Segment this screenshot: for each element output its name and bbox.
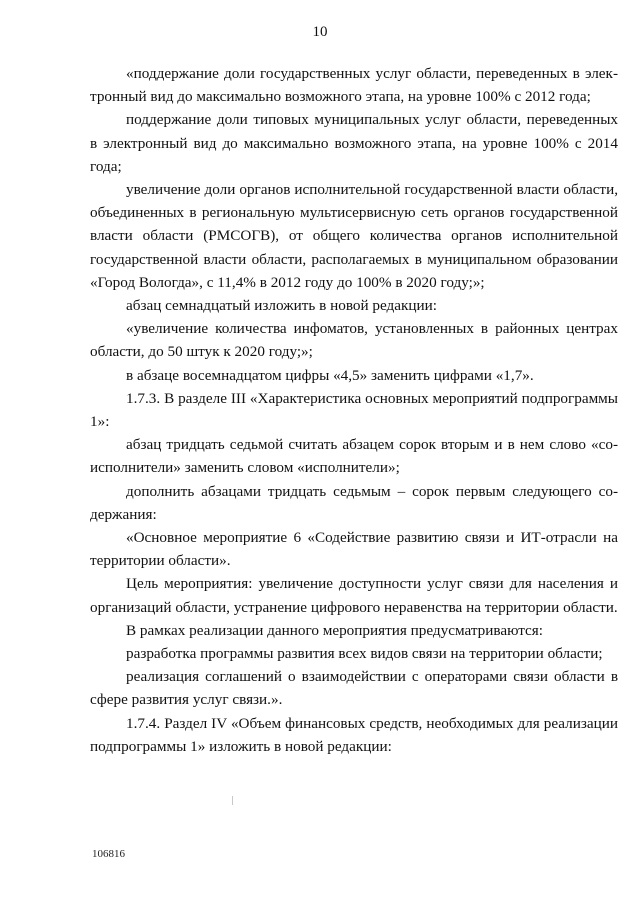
paragraph: 1.7.4. Раздел IV «Объем финансовых средств, необходимых для реализации подпрограммы 1» изложить в новой редакции: bbox=[90, 714, 618, 755]
paragraph: «увеличение количества инфоматов, установленных в районных центрах области, до 50 штук к 2020 году;»; bbox=[90, 320, 618, 361]
paragraph: абзац семнадцатый изложить в новой редакции: bbox=[126, 297, 438, 315]
paragraph: Цель мероприятия: увеличение доступности услуг связи для населения и организаций области, устранение цифрового неравенства на территории области. bbox=[90, 575, 618, 616]
paragraph: в абзаце восемнадцатом цифры «4,5» заменить цифрами «1,7». bbox=[126, 366, 534, 384]
paragraph: «Основное мероприятие 6 «Содействие развитию связи и ИТ-отрасли на территории области». bbox=[90, 529, 618, 570]
paragraph: реализация соглашений о взаимодействии с операторами связи области в сфере развития услуг связи.». bbox=[90, 668, 618, 709]
paragraph: абзац тридцать седьмой считать абзацем сорок вторым и в нем слово «соисполнители» заменить словом «исполнители»; bbox=[90, 436, 618, 477]
paragraph: разработка программы развития всех видов связи на территории области; bbox=[126, 645, 603, 663]
paragraph: «поддержание доли государственных услуг области, переведенных в электронный вид до максимально возможного этапа, на уровне 100% с 2012 года; bbox=[90, 65, 618, 106]
paragraph: дополнить абзацами тридцать седьмым – сорок первым следующего содержания: bbox=[90, 482, 618, 523]
page-number: 10 bbox=[312, 24, 328, 40]
document-body bbox=[90, 62, 618, 758]
paragraph: увеличение доли органов исполнительной государственной власти области, объединенных в региональную мультисервисную сеть органов государственной власти области (РМСОГВ), от общего количества органов исполнительной государственной власти области, располагаемых в муниципальном образовании «Город Вологда», с 11,4% в 2012 году до 100% в 2020 году;»; bbox=[90, 181, 618, 291]
paragraph: поддержание доли типовых муниципальных услуг области, переведенных в электронный вид до максимально возможного этапа, на уровне 100% с 2014 года; bbox=[90, 111, 618, 175]
paragraph: В рамках реализации данного мероприятия предусматриваются: bbox=[126, 621, 544, 639]
paragraph: 1.7.3. В разделе III «Характеристика основных мероприятий подпрограммы 1»: bbox=[90, 389, 618, 431]
document-code: 106816 bbox=[92, 848, 125, 860]
scan-mark bbox=[232, 796, 233, 805]
